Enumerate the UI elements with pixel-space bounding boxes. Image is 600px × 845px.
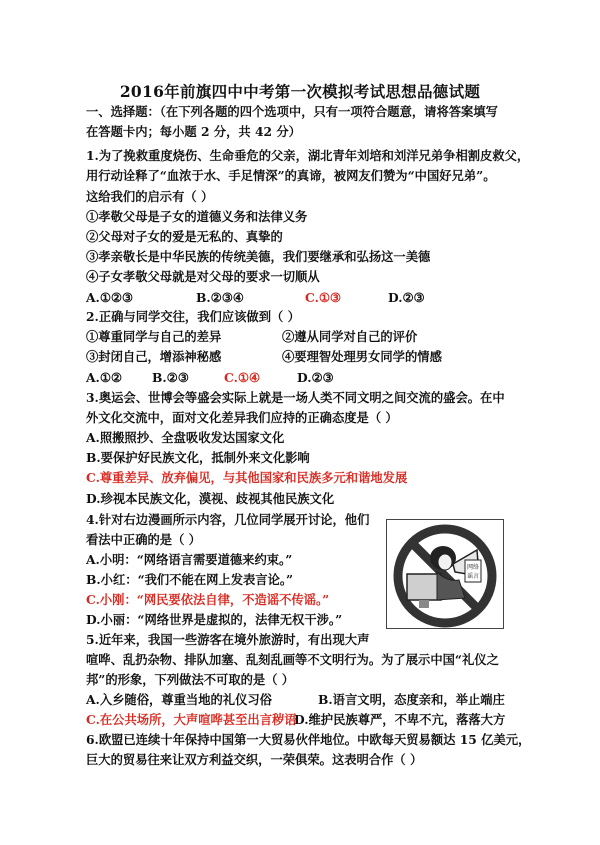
q1-stem-line2: 用行动诠释了“血浓于水、手足情深”的真谛，被网友们赞为“中国好兄弟”。 [86,168,496,183]
q3-stem-line1: 3.奥运会、世博会等盛会实际上就是一场人类不同文明之间交流的盛会。在中 [86,390,505,405]
section-heading-line2: 在答题卡内；每小题 2 分，共 42 分） [86,124,301,139]
q2-item-1: ①尊重同学与自己的差异 [86,329,222,344]
q4-stem-line1: 4.针对右边漫画所示内容，几位同学展开讨论，他们 [86,512,370,527]
q3-option-d: D.珍视本民族文化，漠视、歧视其他民族文化 [86,491,335,506]
cartoon-illustration [386,519,504,629]
q2-item-2: ②遵从同学对自己的评价 [282,329,418,344]
q2-option-b: B.②③ [152,370,189,385]
q3-option-b: B.要保护好民族文化，抵制外来文化影响 [86,450,310,465]
q2-item-3: ③封闭自己，增添神秘感 [86,349,222,364]
q4-option-b: B.小红：“我们不能在网上发表言论。” [86,572,294,587]
section-heading-line1: 一、选择题：（在下列各题的四个选项中，只有一项符合题意，请将答案填写 [86,104,498,119]
q2-option-c-answer: C.①④ [224,370,260,385]
q5-option-c-answer: C.在公共场所，大声喧哗甚至出言秽语 [86,712,297,727]
q2-item-4: ④要理智处理男女同学的情感 [282,349,442,364]
q4-stem-line2: 看法中正确的是（ ） [86,532,201,547]
q3-option-c-answer: C.尊重差异、放弃偏见，与其他国家和民族多元和谐地发展 [86,470,408,485]
q3-stem-line2: 外文化交流中，面对文化差异我们应持的正确态度是（ ） [86,410,398,425]
q4-option-c-answer: C.小刚：“网民要依法自律，不造谣不传谣。” [86,592,330,607]
q6-stem-line1: 6.欧盟已连续十年保持中国第一大贸易伙伴地位。中欧每天贸易额达 15 亿美元， [86,732,531,747]
q3-option-a: A.照搬照抄、全盘吸收发达国家文化 [86,430,285,445]
q5-stem-line3: 邦”的形象，下列做法不可取的是（ ） [86,672,295,687]
q4-option-d: D.小丽：“网络世界是虚拟的，法律无权干涉。” [86,612,343,627]
q1-item-1: ①孝敬父母是子女的道德义务和法律义务 [86,209,308,224]
q5-option-a: A.入乡随俗，尊重当地的礼仪习俗 [86,692,272,707]
cartoon-sign-text-top: 网络 [466,564,480,571]
q5-option-b: B.语言文明，态度亲和，举止端庄 [318,692,505,707]
q5-stem-line1: 5.近年来，我国一些游客在境外旅游时，有出现大声 [86,632,370,647]
q2-stem: 2.正确与同学交往，我们应该做到（ ） [86,309,300,324]
q1-stem-line3: 这给我们的启示有（ ） [86,189,214,204]
q1-option-c-answer: C.①③ [305,290,341,305]
q1-option-d: D.②③ [388,290,425,305]
exam-title: 2016年前旗四中中考第一次模拟考试思想品德试题 [119,82,481,101]
q1-option-b: B.②③④ [196,290,244,305]
q2-option-a: A.①② [86,370,122,385]
q5-option-d: D.维护民族尊严，不卑不亢，落落大方 [294,712,506,727]
q1-item-2: ②父母对子女的爱是无私的、真挚的 [86,229,283,244]
cartoon-sign-text-bottom: 谣言 [466,573,480,580]
q4-option-a: A.小明：“网络语言需要道德来约束。” [86,552,293,567]
q2-option-d: D.②③ [297,370,334,385]
q1-item-3: ③孝亲敬长是中华民族的传统美德，我们要继承和弘扬这一美德 [86,249,431,264]
cartoon-drawing [387,520,503,628]
q5-stem-line2: 喧哗、乱扔杂物、排队加塞、乱刻乱画等不文明行为。为了展示中国“礼仪之 [86,652,499,667]
q6-stem-line2: 巨大的贸易往来让双方利益交织，一荣俱荣。这表明合作（ ） [86,752,423,767]
q1-option-a: A.①②③ [86,290,133,305]
q1-item-4: ④子女孝敬父母就是对父母的要求一切顺从 [86,269,320,284]
q1-stem-line1: 1.为了挽救重度烧伤、生命垂危的父亲，湖北青年刘培和刘洋兄弟争相割皮救父， [86,148,530,163]
